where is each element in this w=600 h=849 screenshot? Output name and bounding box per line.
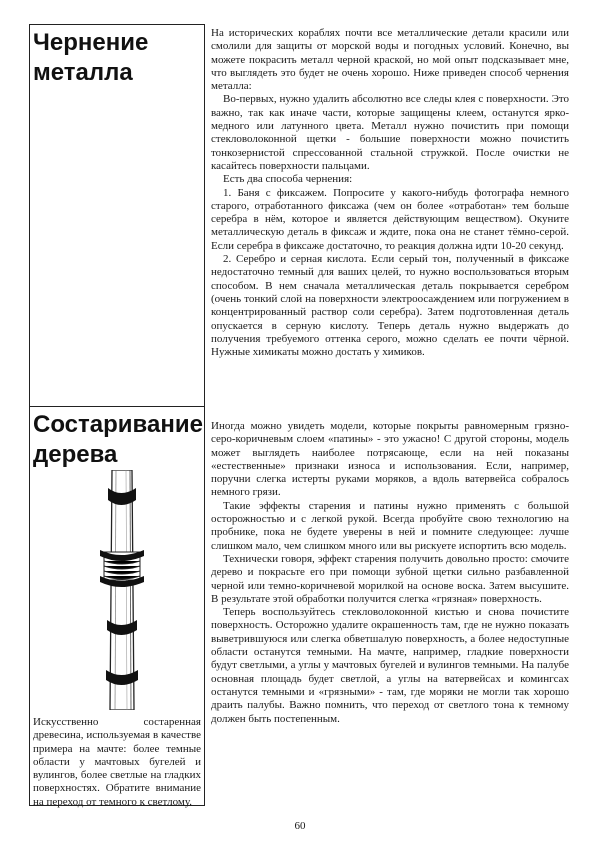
paragraph: Иногда можно увидеть модели, которые покрыты равномерным грязно-серо-коричневым слоем «патины» - это ужасно! С другой стороны, модель может выглядеть наиболее потрясающе, если на ней показаны «естественные» признаки износа и использования. Если, например, поручни слегка истерты руками моряков, а вдоль ватервейса собралось немного грязи. <box>211 420 569 499</box>
section-body-blackening <box>211 27 569 359</box>
section-title-line: дерева <box>33 441 118 468</box>
paragraph: Технически говоря, эффект старения получить довольно просто: смочите дерево и покрасьте его при помощи зубной щетки сильно разбавленной черной или темно-коричневой морилкой на основе воска. Затем высушите. В результате этой обработки получится слегка «грязная» поверхность. <box>211 552 569 605</box>
section-title-aging-wood <box>33 410 203 470</box>
section-title-blackening <box>33 28 148 88</box>
section-title-line: Состаривание <box>33 411 203 438</box>
paragraph: 1. Баня с фиксажем. Попросите у какого-нибудь фотографа немного старого, отработанного фиксажа (чем он более «отработан» тем больше серебра в нём, которое и является действующим веществом). Окуните металлическую деталь в фиксаж и ждите, пока она не станет тёмно-серой. Если серебра в фиксаже достаточно, то реакция должна идти 10-20 секунд. <box>211 186 569 252</box>
paragraph: Теперь воспользуйтесь стекловолоконной кистью и снова почистите поверхность. Осторожно удалите окрашенность там, где не нужно показать выветрившуюся или слегка обветшалую поверхность, а более недоступные области останутся темными. На мачте, например, гладкие поверхности будут светлыми, а углы у мачтовых бугелей и вулингов темными. На палубе основная площадь будет светлой, а углы на ватервейсах и комингсах останутся темными и «грязными» - там, где моряки не могли так хорошо драить палубы. Важно помнить, что переход от светлого тона к темному должен быть постепенным. <box>211 606 569 725</box>
sidebar-divider <box>30 406 204 407</box>
section-title-line: металла <box>33 59 133 86</box>
paragraph: 2. Серебро и серная кислота. Если серый тон, полученный в фиксаже недостаточно темный для ваших целей, то нужно воспользоваться вторым способом. В нем сначала металлическая деталь покрывается серебром (очень тонкий слой на поверхности электроосаждением или погружением в концентрированный раствор соли серебра). Затем подготовленная деталь опускается в серную кислоту. Теперь деталь нужно выдержать до получения требуемого оттенка серого, можно сделать ее почти чёрной. Нужные химикаты можно достать у химиков. <box>211 253 569 359</box>
paragraph: Есть два способа чернения: <box>223 173 353 186</box>
paragraph: На исторических кораблях почти все металлические детали красили или смолили для защиты от морской воды и погодных условий. Конечно, вы можете покрасить металл черной краской, но мой опыт подсказывает мне, что выглядеть это будет не очень хорошо. Ниже приведен способ чернения металла: <box>211 27 569 93</box>
illustration-caption: Искусственно состаренная древесина, используемая в качестве примера на мачте: более темные области у мачтовых бугелей и вулингов, более светлые на гладких поверхностях. Обратите внимание на переход от темного к светлому. <box>33 716 201 808</box>
section-body-aging-wood <box>211 420 569 726</box>
page-number: 60 <box>294 820 306 832</box>
section-title-line: Чернение <box>33 29 149 56</box>
mast-illustration <box>60 470 180 710</box>
paragraph: Во-первых, нужно удалить абсолютно все следы клея с поверхности. Это важно, так как иначе части, которые защищены клеем, останутся ярко-медного или латунного цвета. Металл нужно почистить при помощи стекловолоконной щетки - большие поверхности можно почистить тонкозернистой спрессованной стальной стружкой. После очистки не касайтесь поверхности пальцами. <box>211 93 569 172</box>
paragraph: Такие эффекты старения и патины нужно применять с большой осторожностью и с легкой рукой. Всегда пробуйте свою технологию на пробнике, пока не будете уверены в ней и помните следующее: лучше слишком мало, чем слишком много или вы рискуете испортить всю модель. <box>211 499 569 552</box>
